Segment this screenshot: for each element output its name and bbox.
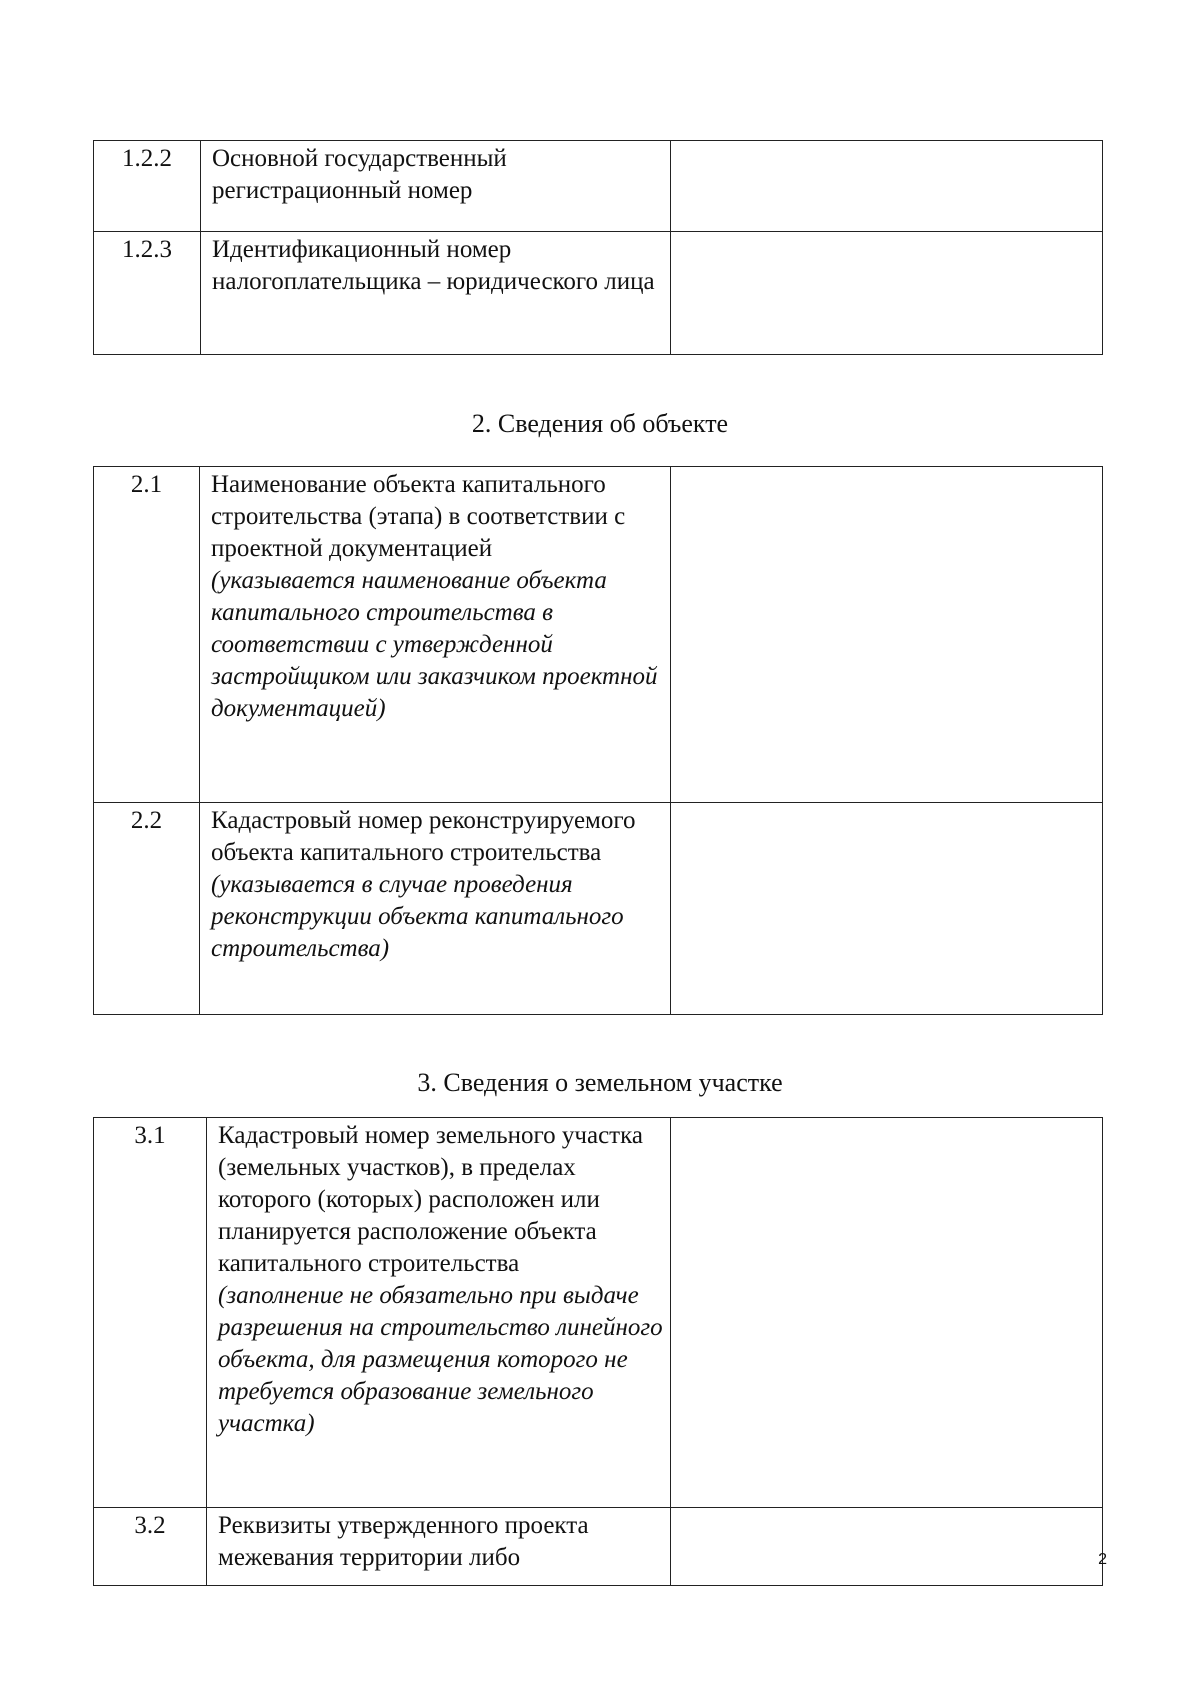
table-row <box>94 1508 1103 1586</box>
description-note: (заполнение не обязательно при выдаче разрешения на строительство линейного объекта, для размещения которого не требуется образование земельного участка) <box>218 1282 663 1437</box>
row-number: 3.1 <box>94 1118 207 1508</box>
table-row <box>94 803 1103 1015</box>
table-legal-entity-details <box>93 140 1103 355</box>
table-land-plot-info <box>93 1117 1103 1586</box>
row-number: 1.2.2 <box>94 141 201 232</box>
section-heading-object-info: 2. Сведения об объекте <box>471 409 729 438</box>
description-text: Идентификационный номер налогоплательщика – юридического лица <box>212 236 655 295</box>
section-heading-land-plot-info: 3. Сведения о земельном участке <box>417 1068 783 1097</box>
row-description <box>207 1118 671 1508</box>
description-text: Наименование объекта капитального строительства (этапа) в соответствии с проектной документацией <box>211 471 626 562</box>
table-row <box>94 232 1103 355</box>
description-text: Кадастровый номер земельного участка (земельных участков), в пределах которого (которых) расположен или планируется расположение объекта капитального строительства <box>218 1122 643 1277</box>
description-text: Кадастровый номер реконструируемого объекта капитального строительства <box>211 807 636 866</box>
row-value-field[interactable] <box>671 232 1103 355</box>
row-number: 3.2 <box>94 1508 207 1586</box>
row-value-field[interactable] <box>671 1118 1103 1508</box>
table-object-info <box>93 466 1103 1015</box>
description-text: Основной государственный регистрационный номер <box>212 145 507 204</box>
row-description <box>201 141 671 232</box>
description-note: (указывается наименование объекта капитального строительства в соответствии с утвержденной застройщиком или заказчиком проектной документацией) <box>211 567 658 722</box>
row-value-field[interactable] <box>671 803 1103 1015</box>
row-number: 2.2 <box>94 803 200 1015</box>
row-description <box>200 467 671 803</box>
description-text: Реквизиты утвержденного проекта межевания территории либо <box>218 1512 589 1571</box>
row-value-field[interactable] <box>671 1508 1103 1586</box>
page-number: 2 <box>1098 1551 1107 1568</box>
row-number: 2.1 <box>94 467 200 803</box>
row-number: 1.2.3 <box>94 232 201 355</box>
table-row <box>94 467 1103 803</box>
row-value-field[interactable] <box>671 467 1103 803</box>
table-row <box>94 141 1103 232</box>
table-row <box>94 1118 1103 1508</box>
row-description <box>201 232 671 355</box>
row-value-field[interactable] <box>671 141 1103 232</box>
row-description <box>207 1508 671 1586</box>
description-note: (указывается в случае проведения реконструкции объекта капитального строительства) <box>211 871 624 962</box>
row-description <box>200 803 671 1015</box>
